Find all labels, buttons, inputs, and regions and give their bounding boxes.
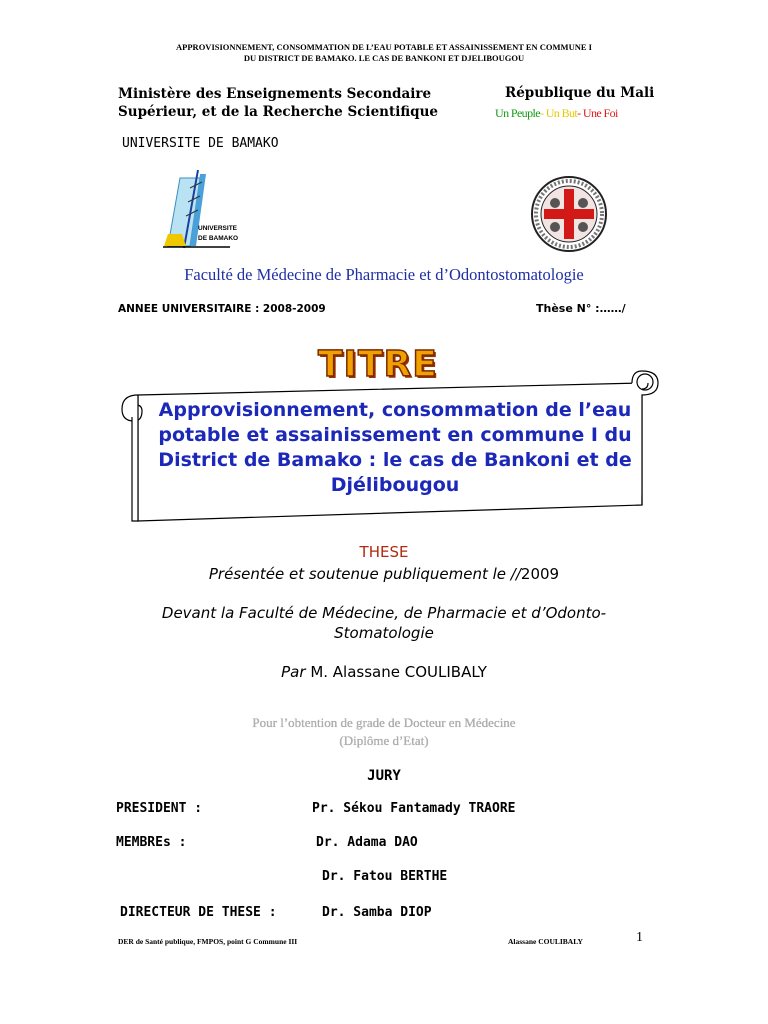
- republic-name: République du Mali: [505, 85, 655, 101]
- motto-part2: - Un But: [539, 106, 578, 120]
- footer-left: DER de Santé publique, FMPOS, point G Commune III: [118, 937, 298, 946]
- author-name: M. Alassane COULIBALY: [305, 663, 487, 681]
- devant-line2: Stomatologie: [334, 624, 434, 642]
- academic-year: ANNEE UNIVERSITAIRE : 2008-2009: [118, 303, 326, 315]
- directeur-name: Dr. Samba DIOP: [322, 905, 432, 920]
- faculty-seal-icon: [532, 177, 606, 251]
- logo-text-2: DE BAMAKO: [198, 235, 239, 242]
- president-label: PRESIDENT :: [116, 801, 203, 816]
- title-line4: Djélibougou: [330, 474, 460, 496]
- member2-name: Dr. Fatou BERTHE: [322, 869, 448, 884]
- footer-right: Alassane COULIBALY: [508, 937, 583, 946]
- running-header-line1: APPROVISIONNEMENT, CONSOMMATION DE L’EAU POTABLE ET ASSAINISSEMENT EN COMMUNE I: [176, 42, 592, 52]
- par-label: Par: [281, 663, 306, 681]
- title-line2: potable et assainissement en commune I du: [158, 424, 632, 446]
- jury-title: JURY: [367, 768, 401, 784]
- republic-motto: [495, 106, 618, 121]
- presented-year: 2009: [520, 565, 560, 583]
- thesis-label: THESE: [359, 543, 409, 561]
- faculty-name: Faculté de Médecine de Pharmacie et d’Odontostomatologie: [184, 265, 584, 284]
- obtention-line2: (Diplôme d’Etat): [339, 733, 429, 748]
- directeur-label: DIRECTEUR DE THESE :: [120, 905, 277, 920]
- title-line3: District de Bamako : le cas de Bankoni et de: [158, 449, 632, 471]
- motto-part3: - Une Foi: [577, 106, 618, 120]
- presented-text: Présentée et soutenue publiquement le //: [208, 565, 521, 583]
- titre-label: TITRE: [318, 344, 438, 385]
- motto-part1: Un Peuple: [495, 106, 540, 120]
- membres-label: MEMBREs :: [116, 835, 187, 850]
- ministry-line1: Ministère des Enseignements Secondaire: [118, 86, 432, 102]
- logo-text-1: UNIVERSITE: [198, 225, 238, 232]
- ministry-line2: Supérieur, et de la Recherche Scientifique: [118, 104, 438, 120]
- title-line1: Approvisionnement, consommation de l’eau: [158, 399, 632, 421]
- university-logo: [160, 168, 239, 250]
- university-name: UNIVERSITE DE BAMAKO: [122, 136, 279, 151]
- page-number: 1: [636, 930, 643, 945]
- thesis-title: [140, 398, 650, 498]
- author-line: [0, 663, 768, 681]
- member1-name: Dr. Adama DAO: [316, 835, 418, 850]
- devant-line1: Devant la Faculté de Médecine, de Pharmacie et d’Odonto-: [161, 604, 607, 622]
- faculty-seal: [530, 175, 608, 253]
- presented-line: [0, 565, 768, 583]
- ministry-block: [118, 85, 438, 121]
- thesis-number: Thèse N° :……/: [536, 302, 626, 315]
- president-name: Pr. Sékou Fantamady TRAORE: [312, 801, 516, 816]
- obtention-line1: Pour l’obtention de grade de Docteur en Médecine: [252, 715, 516, 730]
- running-header-line2: DU DISTRICT DE BAMAKO. LE CAS DE BANKONI ET DJELIBOUGOU: [243, 53, 525, 63]
